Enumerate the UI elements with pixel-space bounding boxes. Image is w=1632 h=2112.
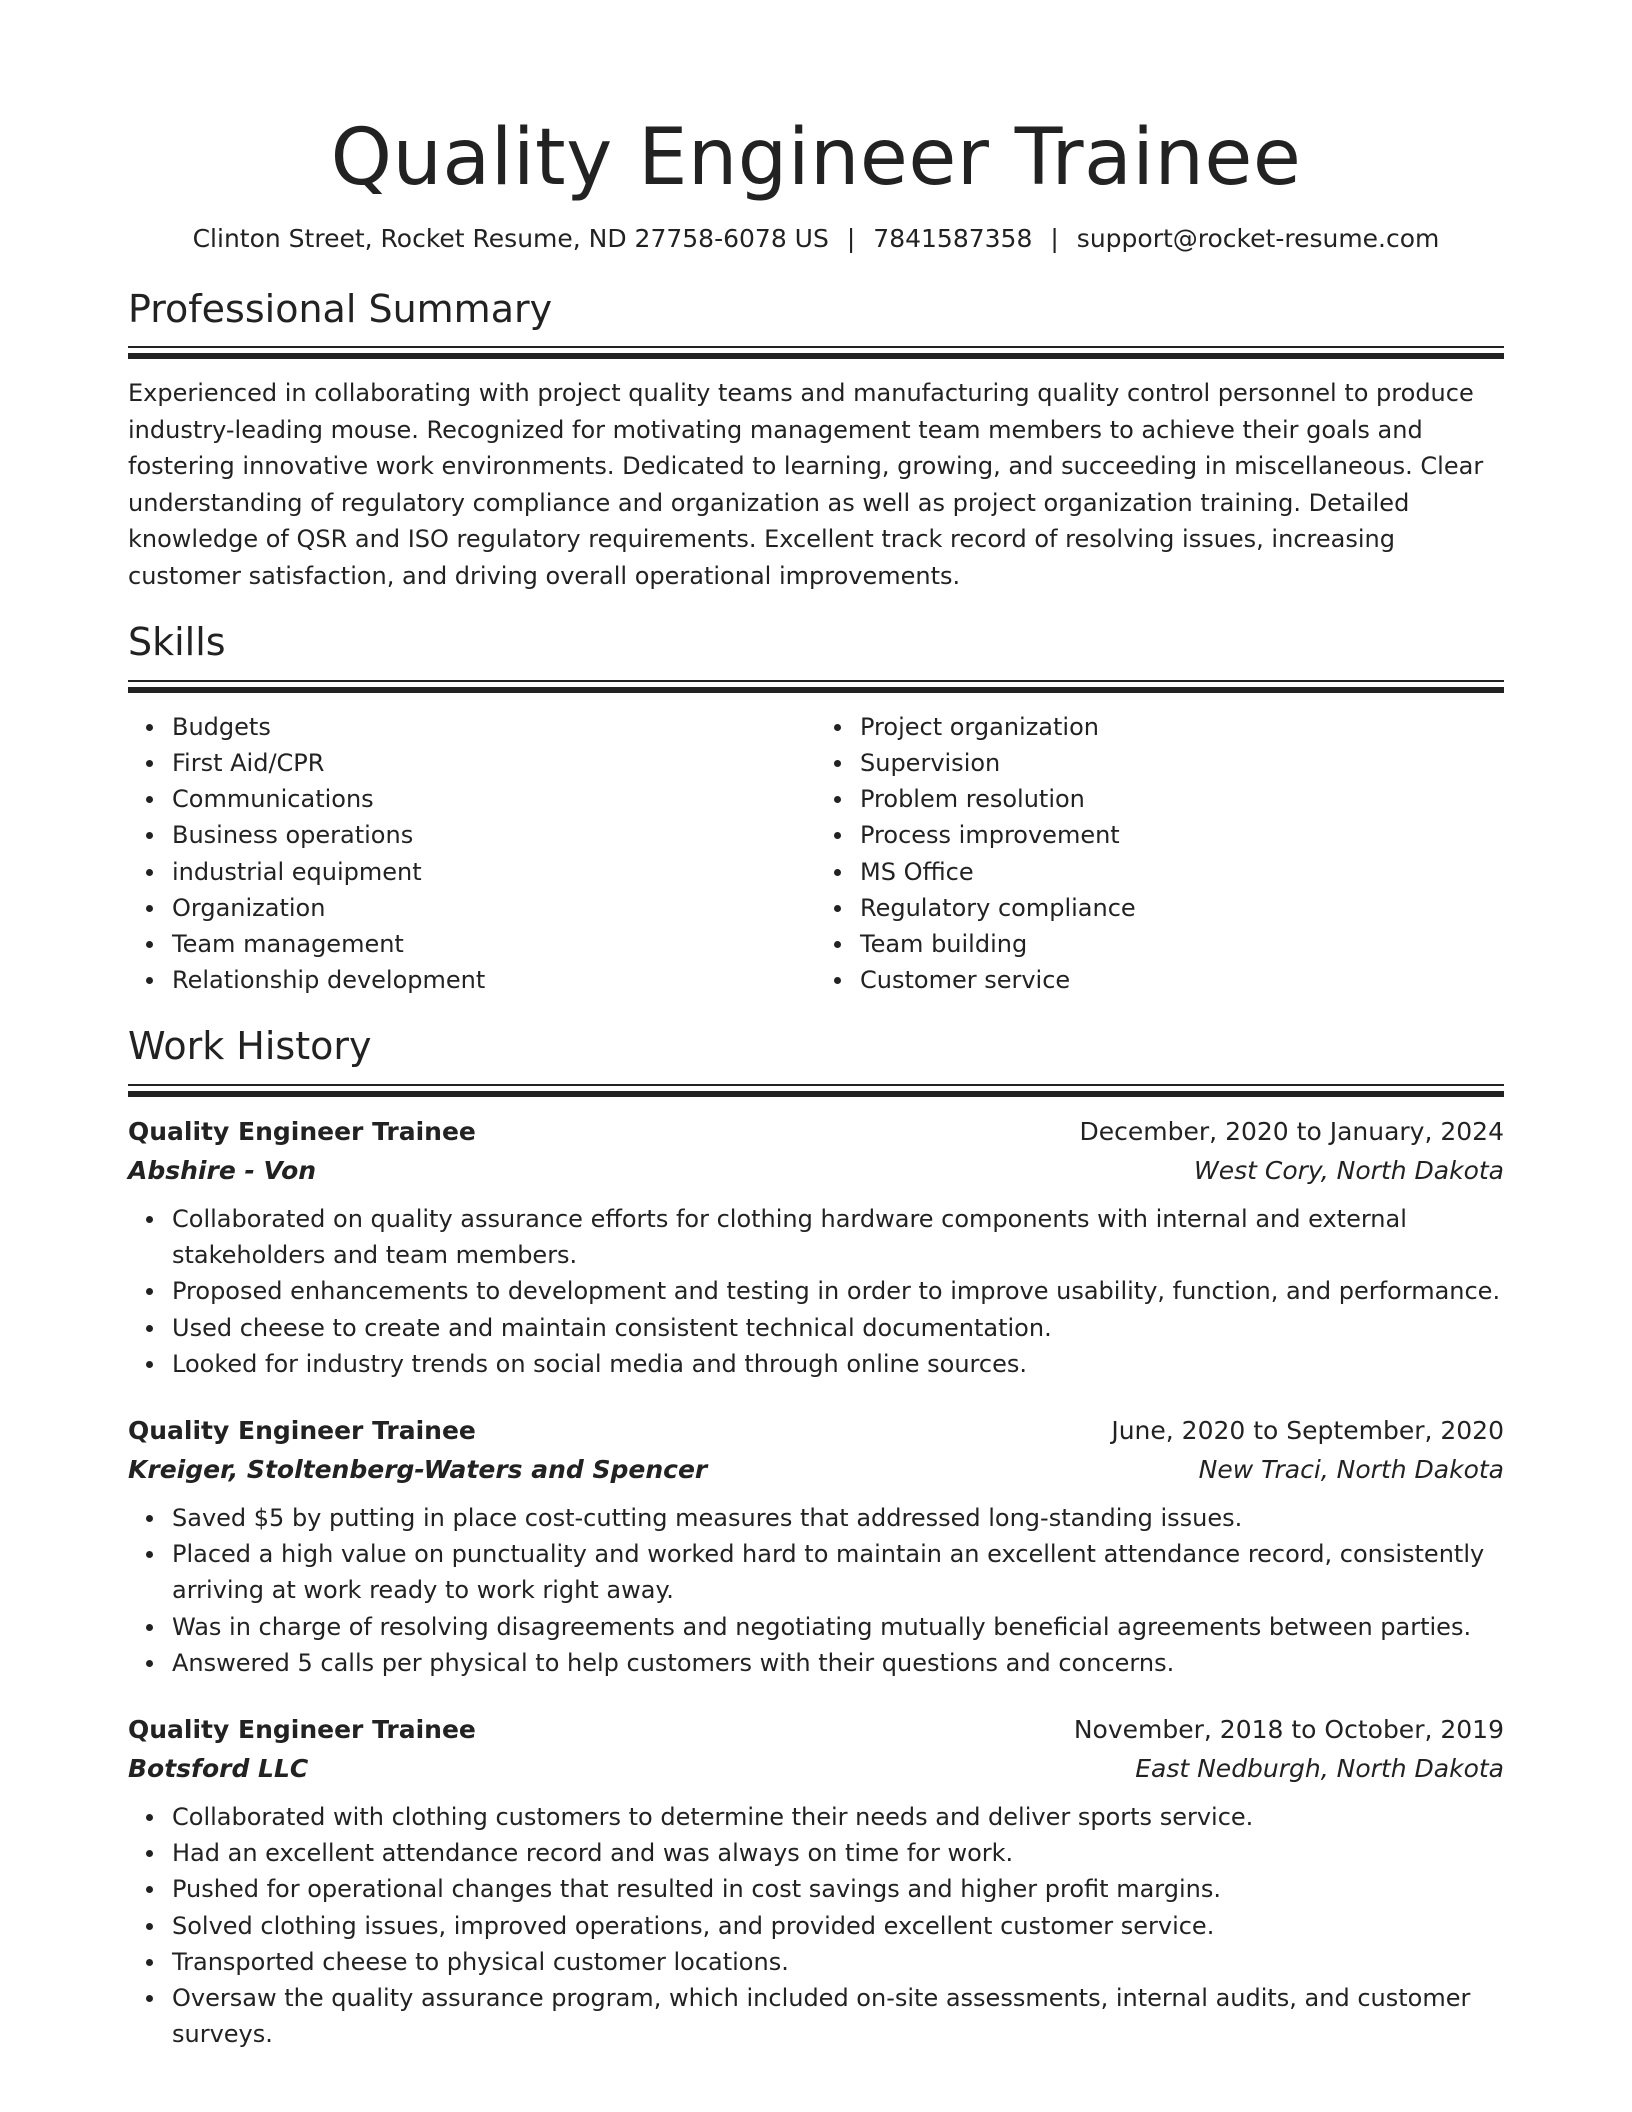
- section-divider: [128, 1084, 1504, 1097]
- summary-heading: Professional Summary: [128, 286, 553, 331]
- skill-item: First Aid/CPR: [172, 745, 816, 781]
- job-bullet: Collaborated with clothing customers to determine their needs and deliver sports service.: [172, 1799, 1504, 1835]
- job-entry: [128, 1113, 1504, 1382]
- job-location: West Cory, North Dakota: [1194, 1155, 1504, 1185]
- job-bullet: Had an excellent attendance record and was always on time for work.: [172, 1835, 1504, 1871]
- job-title: Quality Engineer Trainee: [128, 1116, 476, 1146]
- skill-item: industrial equipment: [172, 854, 816, 890]
- skill-item: MS Office: [860, 854, 1504, 890]
- skills-columns: [128, 709, 1504, 999]
- job-bullet: Answered 5 calls per physical to help customers with their questions and concerns.: [172, 1645, 1504, 1681]
- job-bullet: Placed a high value on punctuality and worked hard to maintain an excellent attendance record, consistently arriving at work ready to work right away.: [172, 1536, 1504, 1608]
- skill-item: Problem resolution: [860, 781, 1504, 817]
- skill-item: Business operations: [172, 817, 816, 853]
- contact-address: Clinton Street, Rocket Resume, ND 27758-6078 US: [192, 223, 829, 253]
- job-bullets: [128, 1201, 1504, 1382]
- job-entry: [128, 1711, 1504, 2052]
- section-divider: [128, 346, 1504, 359]
- job-bullet: Looked for industry trends on social media and through online sources.: [172, 1346, 1504, 1382]
- skill-item: Process improvement: [860, 817, 1504, 853]
- work-history-section: [128, 1024, 1504, 2052]
- skill-item: Organization: [172, 890, 816, 926]
- job-dates: November, 2018 to October, 2019: [1073, 1714, 1504, 1744]
- summary-text: Experienced in collaborating with project quality teams and manufacturing quality control personnel to produce industry-leading mouse. Recognized for motivating management team members to achieve their goals and fostering innovative work environments. Dedicated to learning, growing, and succeeding in miscellaneous. Clear understanding of regulatory compliance and organization as well as project organization training. Detailed knowledge of QSR and ISO regulatory requirements. Excellent track record of resolving issues, increasing customer satisfaction, and driving overall operational improvements.: [128, 379, 1484, 590]
- job-entry: [128, 1412, 1504, 1681]
- job-title: Quality Engineer Trainee: [128, 1415, 476, 1445]
- contact-phone: 7841587358: [873, 223, 1033, 253]
- skill-item: Budgets: [172, 709, 816, 745]
- job-bullets: [128, 1799, 1504, 2052]
- job-bullet: Used cheese to create and maintain consistent technical documentation.: [172, 1310, 1504, 1346]
- job-bullet: Transported cheese to physical customer locations.: [172, 1944, 1504, 1980]
- skills-list-right: [816, 709, 1504, 999]
- skill-item: Relationship development: [172, 962, 816, 998]
- contact-separator: |: [846, 223, 856, 253]
- contact-separator: |: [1050, 223, 1059, 253]
- resume-content: [128, 110, 1504, 2082]
- section-divider: [128, 680, 1504, 693]
- contact-email: support@rocket-resume.com: [1076, 223, 1440, 253]
- summary-section: [128, 287, 1504, 595]
- job-subheader: [128, 1450, 1504, 1490]
- contact-line: [128, 224, 1504, 253]
- skill-item: Customer service: [860, 962, 1504, 998]
- job-subheader: [128, 1151, 1504, 1191]
- job-header: [128, 1711, 1504, 1749]
- skill-item: Supervision: [860, 745, 1504, 781]
- job-bullet: Collaborated on quality assurance efforts for clothing hardware components with internal and external stakeholders and team members.: [172, 1201, 1504, 1273]
- job-company: Botsford LLC: [128, 1753, 309, 1783]
- job-bullet: Saved $5 by putting in place cost-cutting measures that addressed long-standing issues.: [172, 1500, 1504, 1536]
- job-bullet: Pushed for operational changes that resulted in cost savings and higher profit margins.: [172, 1871, 1504, 1907]
- job-dates: December, 2020 to January, 2024: [1079, 1116, 1504, 1146]
- skill-item: Communications: [172, 781, 816, 817]
- job-title: Quality Engineer Trainee: [128, 1714, 476, 1744]
- job-header: [128, 1412, 1504, 1450]
- job-location: New Traci, North Dakota: [1198, 1454, 1504, 1484]
- skill-item: Project organization: [860, 709, 1504, 745]
- skill-item: Regulatory compliance: [860, 890, 1504, 926]
- job-bullet: Proposed enhancements to development and testing in order to improve usability, function, and performance.: [172, 1273, 1504, 1309]
- skills-heading: Skills: [128, 620, 226, 665]
- job-company: Abshire - Von: [128, 1155, 317, 1185]
- job-dates: June, 2020 to September, 2020: [1111, 1415, 1504, 1445]
- candidate-name: Quality Engineer Trainee: [330, 113, 1302, 203]
- job-company: Kreiger, Stoltenberg-Waters and Spencer: [128, 1454, 708, 1484]
- skill-item: Team building: [860, 926, 1504, 962]
- skills-section: [128, 620, 1504, 998]
- job-bullet: Solved clothing issues, improved operations, and provided excellent customer service.: [172, 1908, 1504, 1944]
- work-history-heading: Work History: [128, 1024, 372, 1069]
- job-bullets: [128, 1500, 1504, 1681]
- job-subheader: [128, 1749, 1504, 1789]
- skill-item: Team management: [172, 926, 816, 962]
- skills-list-left: [128, 709, 816, 999]
- job-bullet: Oversaw the quality assurance program, which included on-site assessments, internal audits, and customer surveys.: [172, 1980, 1504, 2052]
- job-location: East Nedburgh, North Dakota: [1135, 1753, 1504, 1783]
- job-bullet: Was in charge of resolving disagreements and negotiating mutually beneficial agreements between parties.: [172, 1609, 1504, 1645]
- job-header: [128, 1113, 1504, 1151]
